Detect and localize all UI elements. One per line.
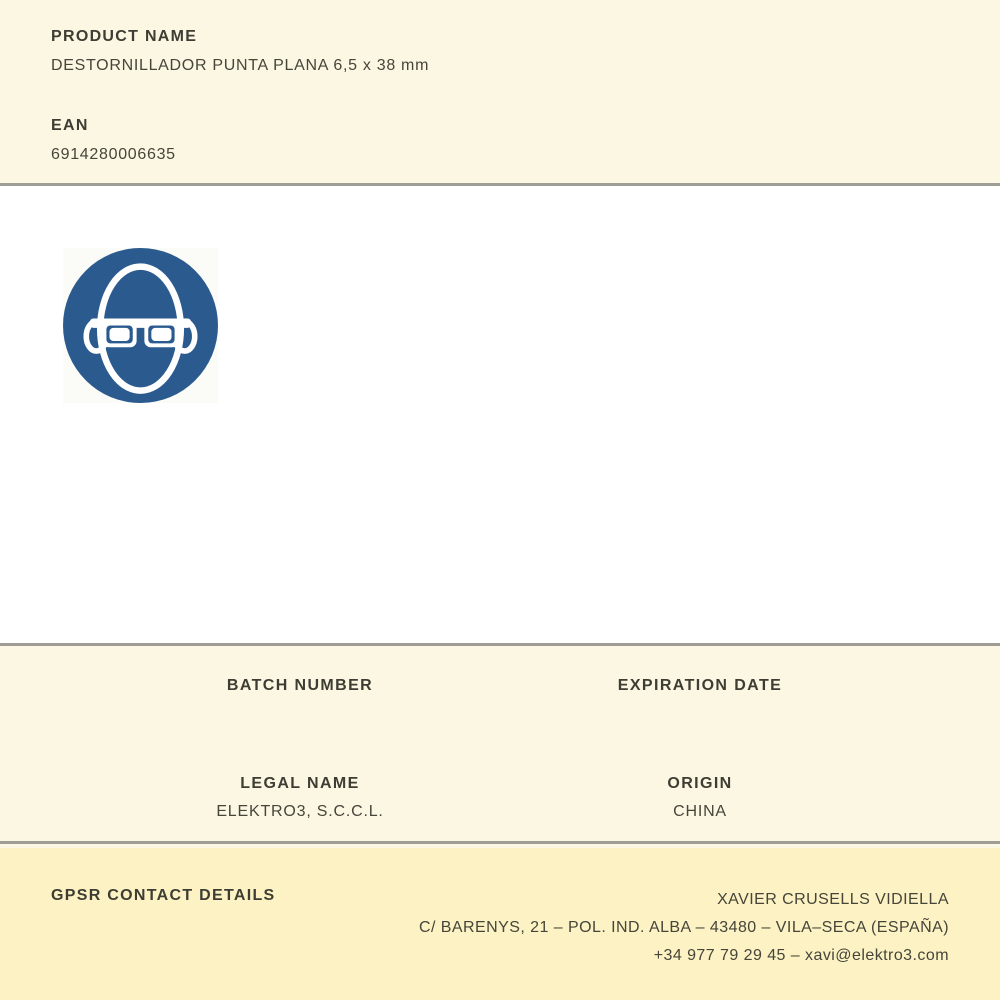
pictogram-section [0, 186, 1000, 643]
details-row-1 [100, 676, 900, 704]
ean-field [51, 116, 949, 165]
legal-name-field [100, 774, 500, 822]
details-section [0, 646, 1000, 841]
expiration-date-field [500, 676, 900, 704]
product-name-field [51, 27, 949, 76]
contact-address: C/ BARENYS, 21 – POL. IND. ALBA – 43480 – VILA–SECA (ESPAÑA) [418, 919, 949, 936]
contact-phone-email: +34 977 79 29 45 – xavi@elektro3.com [653, 947, 949, 964]
legal-name-value: ELEKTRO3, S.C.C.L. [216, 803, 384, 820]
wear-eye-protection-icon-svg [63, 248, 218, 403]
origin-value: CHINA [673, 803, 727, 820]
ean-label: EAN [51, 117, 89, 134]
wear-eye-protection-icon [63, 186, 218, 403]
contact-person-name: XAVIER CRUSELLS VIDIELLA [717, 891, 949, 908]
origin-field [500, 774, 900, 822]
expiration-date-label: EXPIRATION DATE [617, 677, 783, 694]
batch-number-field [100, 676, 500, 704]
origin-label: ORIGIN [667, 775, 733, 792]
gpsr-contact-section [0, 848, 1000, 1000]
gpsr-contact-info [419, 886, 949, 970]
product-info-section [0, 0, 1000, 183]
legal-name-label: LEGAL NAME [240, 775, 360, 792]
ean-value: 6914280006635 [51, 146, 176, 163]
details-row-2 [100, 774, 900, 822]
batch-number-label: BATCH NUMBER [226, 677, 374, 694]
product-name-label: PRODUCT NAME [51, 28, 198, 45]
section-divider [0, 841, 1000, 844]
gpsr-contact-label: GPSR CONTACT DETAILS [51, 887, 276, 904]
product-name-value: DESTORNILLADOR PUNTA PLANA 6,5 x 38 mm [51, 57, 430, 74]
